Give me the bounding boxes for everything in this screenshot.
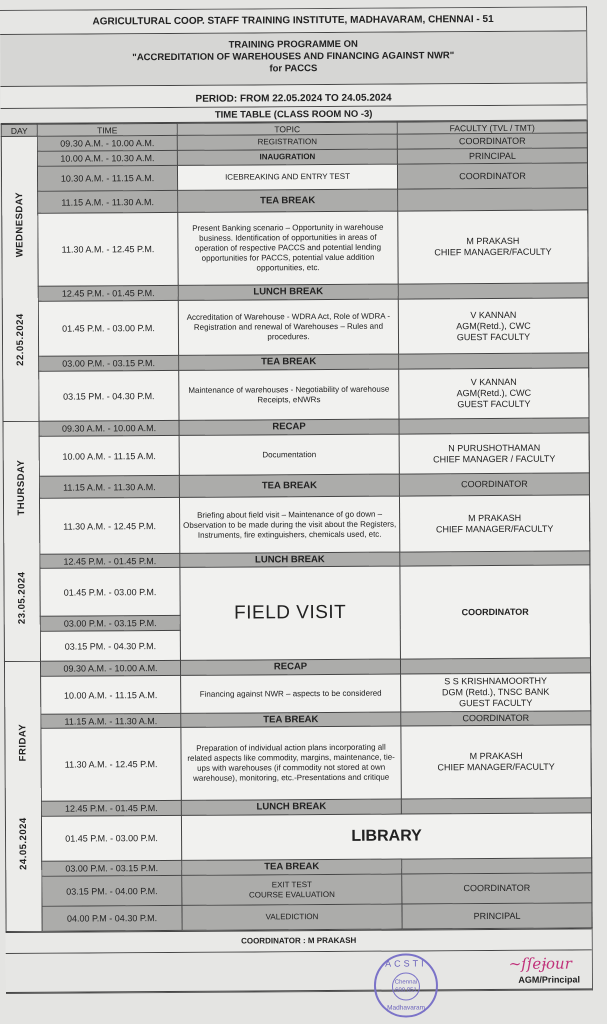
seal-bottom-text: Madhavaram — [387, 1004, 426, 1012]
faculty-cell: V KANNAN AGM(Retd.), CWC GUEST FACULTY — [398, 298, 588, 354]
programme-title — [0, 31, 586, 87]
time-cell: 11.15 A.M. - 11.30 A.M. — [41, 713, 181, 728]
time-cell: 03.00 P.M. - 03.15 P.M. — [39, 355, 179, 371]
faculty-cell: M PRAKASH CHIEF MANAGER/FACULTY — [398, 210, 588, 284]
faculty-cell: M PRAKASH CHIEF MANAGER/FACULTY — [401, 725, 591, 799]
faculty-cell: COORDINATOR — [399, 473, 589, 496]
topic-cell: TEA BREAK — [179, 354, 399, 370]
topic-cell: Maintenance of warehouses - Negotiability of warehouse Receipts, eNWRs — [179, 369, 399, 420]
column-header-topic: TOPIC — [177, 122, 397, 135]
time-cell: 09.30 A.M. - 10.00 A.M. — [39, 420, 179, 436]
day-date: 24.05.2024 — [17, 816, 29, 870]
time-cell: 03.00 P.M. - 03.15 P.M. — [42, 860, 182, 876]
time-cell: 10.00 A.M. - 10.30 A.M. — [37, 150, 177, 166]
faculty-cell: COORDINATOR — [401, 711, 591, 726]
topic-cell: VALEDICTION — [182, 904, 402, 930]
topic-cell: RECAP — [180, 659, 400, 675]
time-cell: 11.30 A.M. - 12.45 P.M. — [41, 727, 181, 801]
topic-cell: Financing against NWR – aspects to be considered — [181, 674, 401, 713]
day-date: 23.05.2024 — [15, 571, 28, 624]
day-cell — [1, 136, 39, 421]
topic-cell: LUNCH BREAK — [178, 284, 398, 300]
table-row — [3, 433, 589, 477]
programme-line-1: TRAINING PROGRAMME ON — [228, 38, 358, 51]
topic-cell: LUNCH BREAK — [181, 799, 401, 815]
day-weekday: THURSDAY — [15, 459, 27, 516]
topic-cell: ICEBREAKING AND ENTRY TEST — [177, 164, 397, 190]
time-cell: 10.30 A.M. - 11.15 A.M. — [37, 165, 177, 191]
day-cell — [3, 421, 40, 661]
handwritten-signature: ~ſſeɉour — [508, 954, 572, 973]
table-row — [6, 873, 592, 907]
programme-line-2: "ACCREDITATION OF WAREHOUSES AND FINANCING AGAINST NWR" — [132, 50, 455, 64]
time-cell: 04.00 P.M - 04.30 P.M. — [42, 905, 182, 931]
faculty-cell — [398, 283, 588, 299]
time-cell: 11.30 A.M. - 12.45 P.M. — [39, 497, 179, 554]
faculty-cell: COORDINATOR — [400, 565, 591, 659]
time-cell: 01.45 P.M. - 03.00 P.M. — [40, 567, 180, 616]
time-cell: 03.15 PM. - 04.30 P.M. — [39, 370, 179, 421]
topic-cell: Preparation of individual action plans incorporating all related aspects like commodity, margins, maintenance, tie-ups with warehouses (if commodity not stored at own warehouse), monitoring, etc.-Presentations and critique — [181, 726, 401, 800]
topic-cell: TEA BREAK — [181, 712, 401, 727]
faculty-cell: COORDINATOR — [397, 133, 587, 149]
seal-top-text: ACSTI — [385, 958, 427, 969]
faculty-cell — [401, 798, 591, 814]
topic-cell: TEA BREAK — [178, 189, 398, 212]
time-cell: 12.45 P.M. - 01.45 P.M. — [40, 553, 180, 568]
table-row — [1, 163, 587, 192]
institute-name: AGRICULTURAL COOP. STAFF TRAINING INSTITUTE, MADHAVARAM, CHENNAI - 51 — [0, 7, 586, 35]
topic-cell: FIELD VISIT — [180, 566, 401, 660]
faculty-cell: COORDINATOR — [397, 163, 587, 189]
day-cell — [4, 661, 42, 931]
period: PERIOD: FROM 22.05.2024 TO 24.05.2024 — [0, 83, 586, 109]
timetable-document — [0, 6, 593, 1012]
day-date: 22.05.2024 — [14, 313, 26, 366]
topic-cell: RECAP — [179, 419, 399, 435]
faculty-cell: N PURUSHOTHAMAN CHIEF MANAGER / FACULTY — [399, 433, 589, 474]
topic-cell: Present Banking scenario – Opportunity in warehouse business. Identification of opportunities in areas of operation of respective PACCS and potential lending opportunities for PACCS, potential value addition opportunities, etc. — [178, 211, 398, 285]
faculty-cell: M PRAKASH CHIEF MANAGER/FACULTY — [399, 495, 589, 552]
signatory-title: AGM/Principal — [518, 974, 580, 985]
faculty-cell — [399, 418, 589, 434]
programme-line-3: for PACCS — [269, 63, 318, 75]
topic-cell: Briefing about field visit – Maintenance of go down – Observation to be made during the visit about the Registers, Instruments, fire extinguishers, chemicals used, etc. — [179, 496, 399, 553]
table-row — [3, 368, 589, 422]
topic-cell: Documentation — [179, 434, 399, 475]
faculty-cell: PRINCIPAL — [402, 903, 592, 929]
time-cell: 10.00 A.M. - 11.15 A.M. — [41, 675, 181, 714]
faculty-cell — [400, 658, 590, 674]
column-header-faculty: FACULTY (TVL / TMT) — [397, 121, 587, 134]
signature-area — [6, 950, 592, 1012]
faculty-cell: COORDINATOR — [402, 873, 592, 904]
timetable-title: TIME TABLE (CLASS ROOM NO -3) — [1, 105, 587, 124]
topic-cell: TEA BREAK — [182, 859, 402, 875]
topic-cell: EXIT TEST COURSE EVALUATION — [182, 874, 402, 905]
table-row — [2, 210, 588, 287]
faculty-cell — [398, 188, 588, 211]
topic-cell: INAUGRATION — [177, 149, 397, 165]
coordinator-line: COORDINATOR : M PRAKASH — [6, 928, 592, 954]
topic-cell: TEA BREAK — [179, 474, 399, 497]
institute-seal — [374, 953, 438, 1017]
time-cell: 03.00 P.M. - 03.15 P.M. — [40, 615, 180, 631]
time-cell: 01.45 P.M. - 03.00 P.M. — [41, 815, 181, 861]
table-row — [3, 495, 589, 555]
time-cell: 12.45 P.M. - 01.45 P.M. — [41, 800, 181, 816]
day-weekday: FRIDAY — [16, 723, 29, 761]
timetable — [1, 120, 593, 932]
time-cell: 09.30 A.M. - 10.00 A.M. — [37, 135, 177, 151]
time-cell: 03.15 PM. - 04.30 P.M. — [40, 630, 180, 661]
time-cell: 10.00 A.M. - 11.15 A.M. — [39, 435, 179, 476]
table-row — [4, 565, 590, 617]
time-cell: 03.15 PM. - 04.00 P.M. — [42, 875, 182, 906]
faculty-cell — [402, 858, 592, 874]
column-header-time: TIME — [37, 123, 177, 136]
faculty-cell: PRINCIPAL — [397, 148, 587, 164]
time-cell: 11.30 A.M. - 12.45 P.M. — [38, 212, 178, 286]
time-cell: 12.45 P.M. - 01.45 P.M. — [38, 285, 178, 301]
faculty-cell — [400, 551, 590, 566]
topic-cell: REGISTRATION — [177, 134, 397, 150]
table-row — [2, 298, 588, 357]
faculty-cell — [399, 353, 589, 369]
table-row — [5, 673, 591, 715]
table-row — [5, 725, 591, 802]
topic-cell: Accreditation of Warehouse - WDRA Act, Role of WDRA - Registration and renewal of Warehouses – Rules and procedures. — [178, 299, 398, 355]
time-cell: 11.15 A.M. - 11.30 A.M. — [38, 190, 178, 213]
seal-center-text: Chennai 600 051 — [392, 972, 420, 1000]
faculty-cell: V KANNAN AGM(Retd.), CWC GUEST FACULTY — [399, 368, 589, 419]
day-weekday: WEDNESDAY — [13, 191, 26, 258]
time-cell: 09.30 A.M. - 10.00 A.M. — [40, 660, 180, 676]
table-row — [6, 903, 592, 932]
time-cell: 01.45 P.M. - 03.00 P.M. — [38, 300, 178, 356]
topic-cell: LUNCH BREAK — [180, 552, 400, 567]
table-row — [5, 813, 591, 862]
topic-cell: LIBRARY — [181, 813, 591, 861]
column-header-day: DAY — [1, 124, 37, 136]
time-cell: 11.15 A.M. - 11.30 A.M. — [39, 475, 179, 498]
faculty-cell: S S KRISHNAMOORTHY DGM (Retd.), TNSC BANK GUEST FACULTY — [401, 673, 591, 712]
